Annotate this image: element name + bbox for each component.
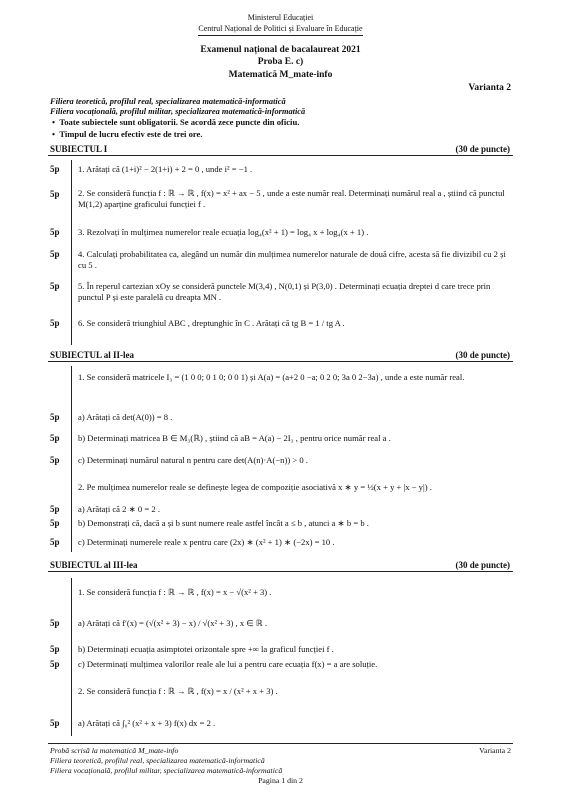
s3-problem-1-intro: 1. Se consideră funcția f : ℝ → ℝ , f(x) = x − √(x² + 3) . (78, 587, 272, 597)
page-number: Pagina 1 din 2 (258, 776, 303, 785)
footer-divider (48, 743, 513, 744)
points-column-line (71, 578, 72, 736)
center-name: Centrul Național de Politici și Evaluare în Educație (198, 24, 363, 33)
ministry-name: Ministerul Educației (247, 13, 314, 22)
divider (48, 361, 513, 362)
points-label: 5p (50, 249, 60, 259)
s2-2a: a) Arătați că 2 ∗ 0 = 2 . (78, 504, 160, 514)
filiera-teoretica: Filiera teoretică, profilul real, specializarea matematică-informatică (50, 97, 286, 106)
rule-1: • Toate subiectele sunt obligatorii. Se acordă zece puncte din oficiu. (52, 117, 300, 127)
points-label: 5p (50, 412, 60, 422)
exam-title: Examenul național de bacalaureat 2021 (200, 45, 361, 55)
points-label: 5p (50, 318, 60, 328)
s2-2c: c) Determinați numerele reale x pentru care (2x) ∗ (x² + 1) ∗ (−2x) = 10 . (78, 537, 335, 547)
footer-line-2: Filiera teoretică, profilul real, specializarea matematică-informatică (50, 756, 265, 765)
s3-1b: b) Determinați ecuația asimptotei orizontale spre +∞ la graficul funcției f . (78, 644, 334, 654)
footer-line-3: Filiera vocațională, profilul militar, specializarea matematică-informatică (50, 766, 283, 775)
s2-1c: c) Determinați numărul natural n pentru care det(A(n)·A(−n)) > 0 . (78, 455, 308, 465)
footer-variant: Varianta 2 (479, 746, 511, 755)
footer-line-1: Probă scrisă la matematică M_mate-info (50, 746, 179, 755)
s1-item-2: 2. Se consideră funcția f : ℝ → ℝ , f(x) = x² + ax − 5 , unde a este număr real. Determinați numărul real a , știind că punctul M(1,2) aparține graficului funcției f . (78, 188, 505, 209)
section-1-heading: SUBIECTUL I (30 de puncte) (50, 144, 510, 154)
s2-problem-2-intro: 2. Pe mulțimea numerelor reale se definește legea de compoziție asociativă x ∗ y = ½(x + y + |x − y|) . (78, 482, 432, 492)
s3-1c: c) Determinați mulțimea valorilor reale ale lui a pentru care ecuația f(x) = a are soluție. (78, 659, 378, 669)
points-label: 5p (50, 189, 60, 199)
section-3-heading: SUBIECTUL al III-lea (30 de puncte) (50, 560, 510, 570)
s2-problem-1-intro: 1. Se consideră matricele I₃ = (1 0 0; 0 1 0; 0 0 1) și A(a) = (a+2 0 −a; 0 2 0; 3a 0 2−3a) , unde a este număr real. (78, 372, 465, 382)
points-column-line (71, 160, 72, 345)
points-label: 5p (50, 504, 60, 514)
points-label: 5p (50, 455, 60, 465)
s1-item-3: 3. Rezolvați în mulțimea numerelor reale ecuația log₄(x² + 1) = log₄ x + log₄(x + 1) . (78, 227, 369, 237)
points-label: 5p (50, 537, 60, 547)
points-label: 5p (50, 164, 60, 174)
s2-1b: b) Determinați matricea B ∈ M₃(ℝ) , știind că aB = A(a) − 2I₃ , pentru orice număr real a . (78, 433, 391, 443)
points-label: 5p (50, 618, 60, 628)
points-label: 5p (50, 659, 60, 669)
points-label: 5p (50, 518, 60, 528)
points-label: 5p (50, 718, 60, 728)
s3-2a: a) Arătați că ∫₀² (x² + x + 3) f(x) dx = 2 . (78, 718, 216, 728)
s1-item-4: 4. Calculați probabilitatea ca, alegând un număr din mulțimea numerelor naturale de două cifre, acesta să fie divizibil cu 2 și cu 5 . (78, 249, 506, 270)
points-label: 5p (50, 644, 60, 654)
header-underline (198, 35, 363, 36)
rule-2: • Timpul de lucru efectiv este de trei ore. (52, 129, 203, 139)
points-label: 5p (50, 281, 60, 291)
exam-subject: Matematică M_mate-info (228, 70, 333, 80)
s3-problem-2-intro: 2. Se consideră funcția f : ℝ → ℝ , f(x) = x / (x² + x + 3) . (78, 686, 278, 696)
s1-item-6: 6. Se consideră triunghiul ABC , dreptunghic în C . Arătați că tg B = 1 / tg A . (78, 318, 345, 328)
s2-1a: a) Arătați că det(A(0)) = 8 . (78, 412, 173, 422)
section-2-heading: SUBIECTUL al II-lea (30 de puncte) (50, 350, 510, 360)
s1-item-1: 1. Arătați că (1+i)² − 2(1+i) + 2 = 0 , unde i² = −1 . (78, 164, 253, 174)
points-label: 5p (50, 227, 60, 237)
divider (48, 571, 513, 572)
s3-1a: a) Arătați că f′(x) = (√(x² + 3) − x) / √(x² + 3) , x ∈ ℝ . (78, 618, 268, 628)
s2-2b: b) Demonstrați că, dacă a și b sunt numere reale astfel încât a ≤ b , atunci a ∗ b = b . (78, 518, 369, 528)
points-column-line (71, 366, 72, 552)
exam-variant: Varianta 2 (468, 83, 511, 93)
points-label: 5p (50, 433, 60, 443)
s1-item-5: 5. În reperul cartezian xOy se consideră punctele M(3,4) , N(0,1) și P(3,0) . Determinați ecuația dreptei d care trece prin punctul P și este paralelă cu dreapta MN . (78, 281, 491, 302)
divider (48, 155, 513, 156)
filiera-vocationala: Filiera vocațională, profilul militar, specializarea matematică-informatică (50, 107, 306, 116)
exam-proba: Proba E. c) (257, 57, 304, 67)
